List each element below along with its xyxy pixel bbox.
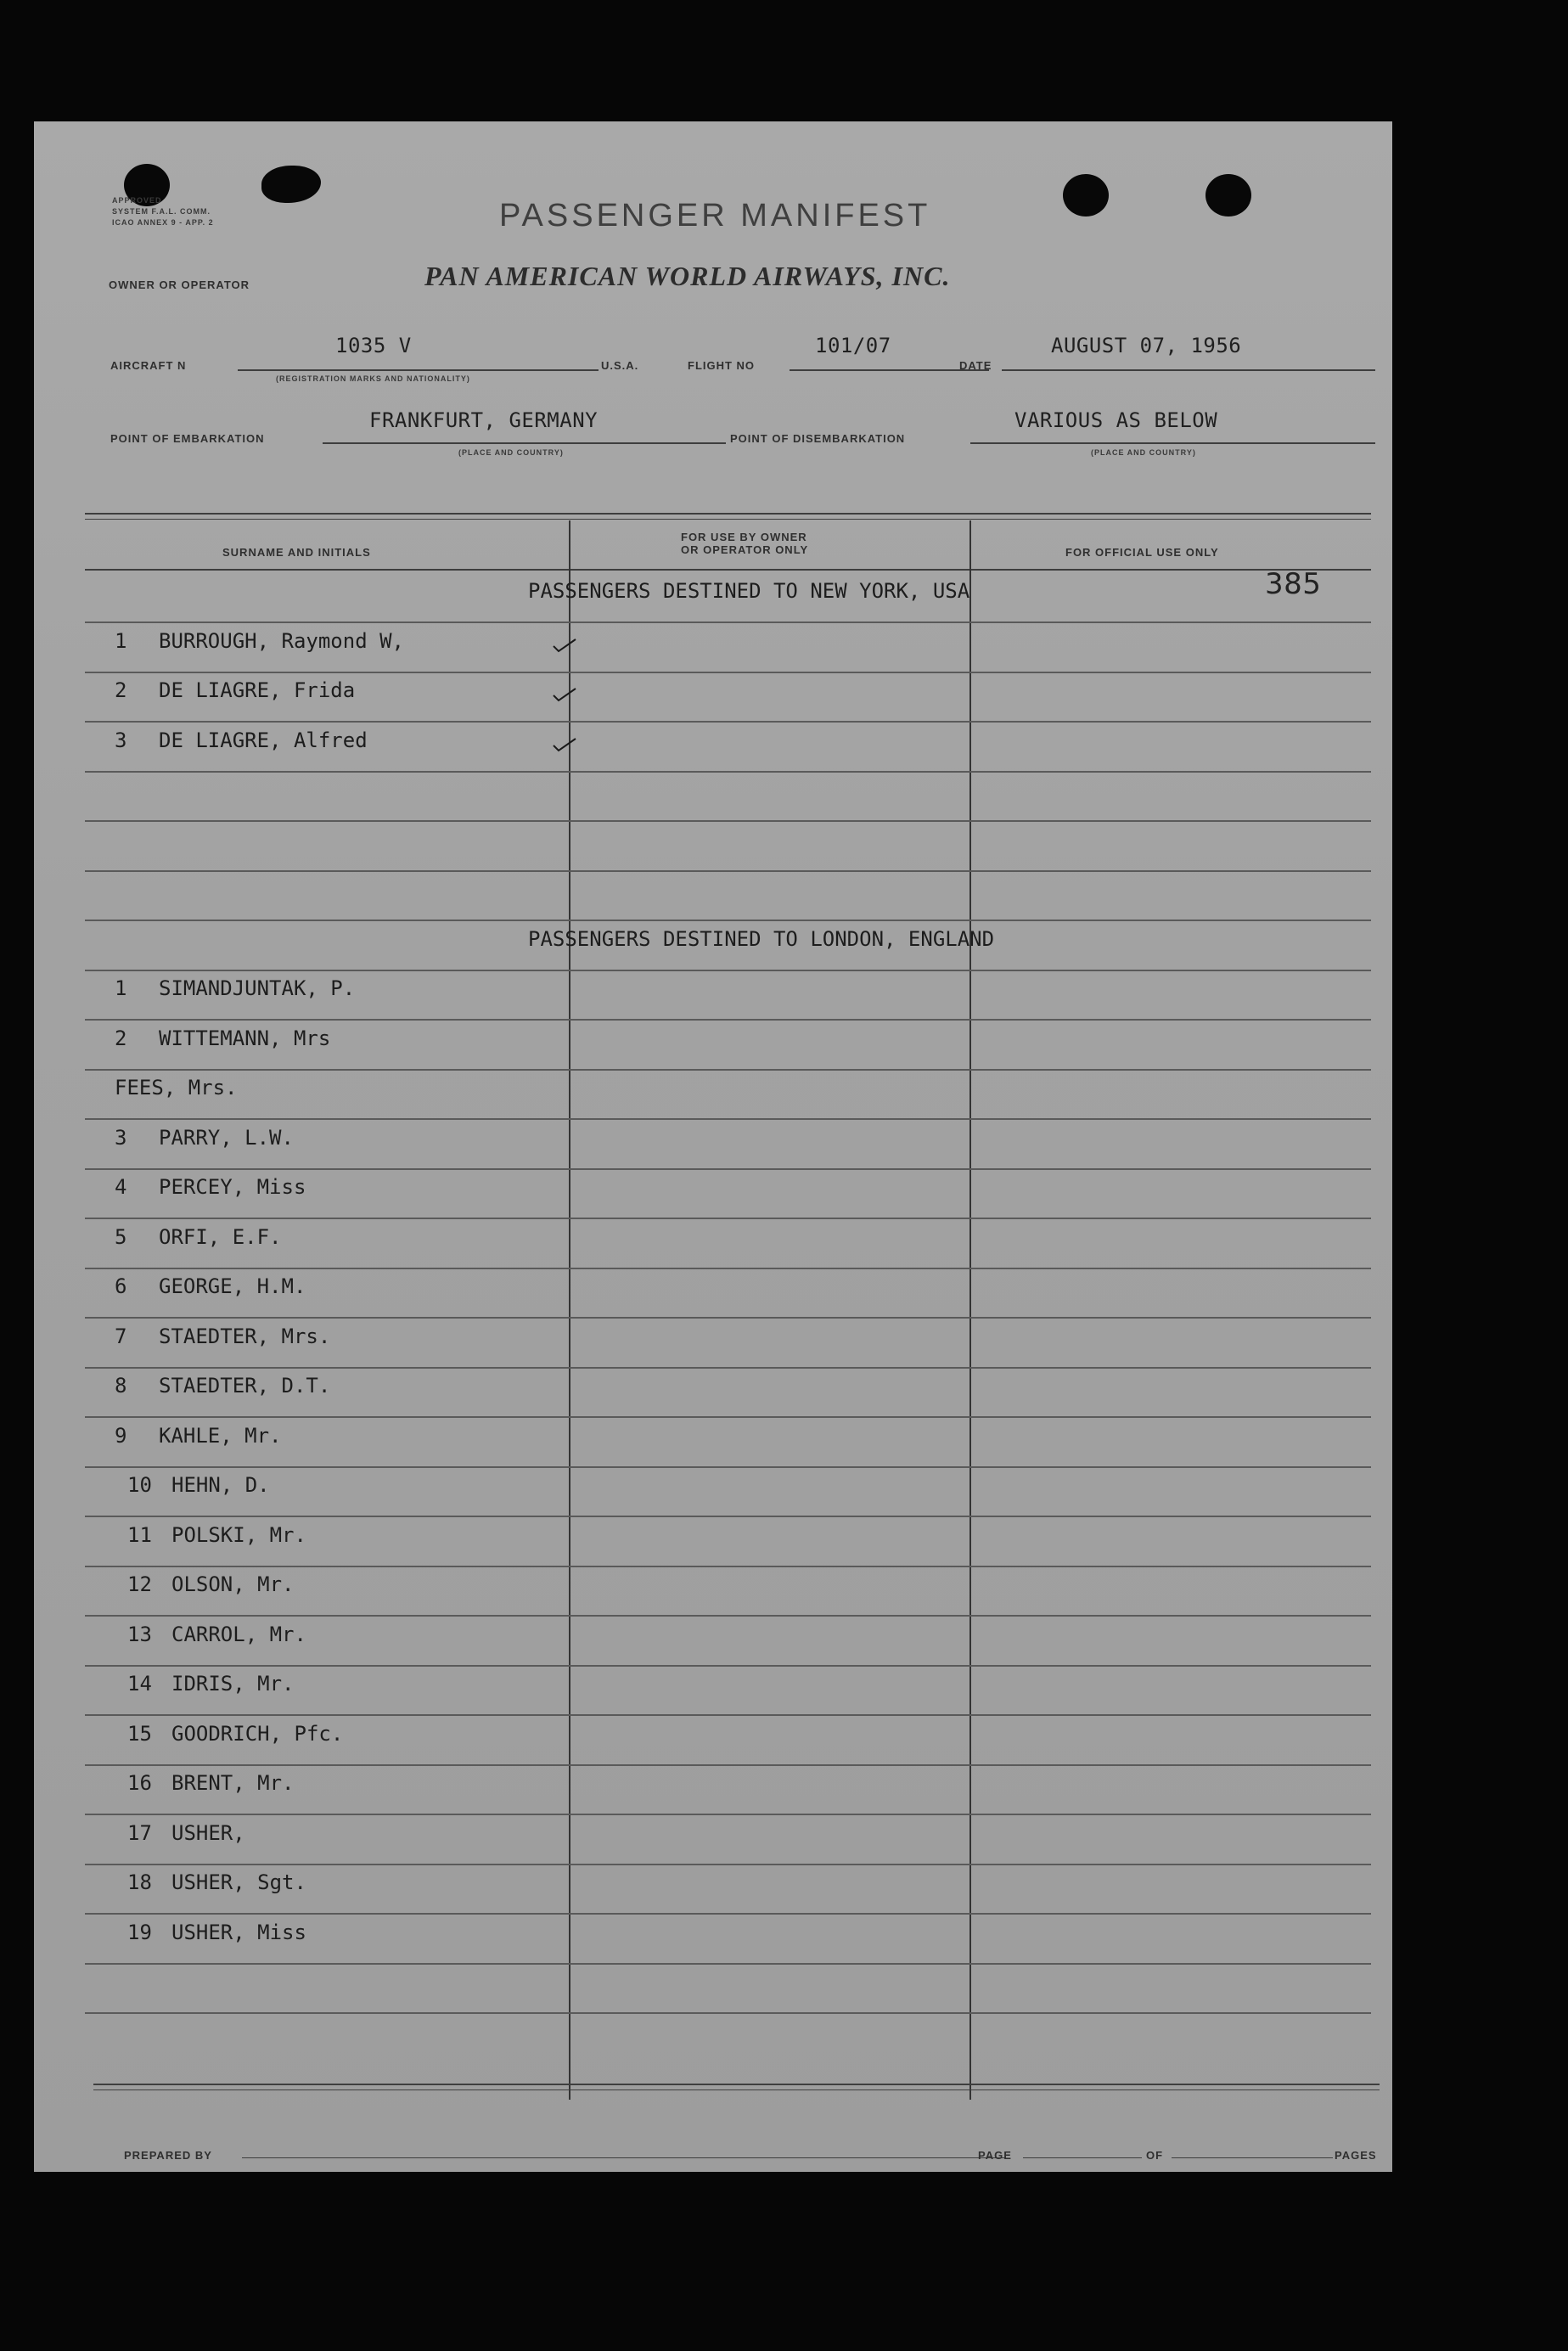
prepared-by-label: PREPARED BY <box>124 2149 212 2162</box>
page-label: PAGE <box>978 2149 1012 2162</box>
passenger-number: 1 <box>115 976 127 1000</box>
of-label: OF <box>1146 2149 1164 2162</box>
header-rule-top <box>85 513 1371 515</box>
passenger-name: SIMANDJUNTAK, P. <box>159 976 356 1000</box>
disembarkation-label: POINT OF DISEMBARKATION <box>730 432 906 445</box>
passenger-number: 2 <box>115 1026 127 1050</box>
approval-line: APPROVED <box>112 196 162 205</box>
footer-rule <box>93 2084 1380 2085</box>
row-rule <box>85 1466 1371 1468</box>
row-rule <box>85 771 1371 773</box>
check-mark-icon <box>552 737 577 752</box>
pages-label: PAGES <box>1335 2149 1377 2162</box>
punch-hole <box>1063 174 1109 217</box>
passenger-entry <box>127 1672 295 1696</box>
row-rule <box>85 1714 1371 1716</box>
passenger-number: 16 <box>127 1771 152 1795</box>
passenger-number: 3 <box>115 1126 127 1150</box>
passenger-name: GOODRICH, Pfc. <box>171 1722 344 1746</box>
passenger-entry <box>127 1473 270 1497</box>
passenger-number: 15 <box>127 1722 152 1746</box>
passenger-number: 4 <box>115 1175 127 1199</box>
owner-value: PAN AMERICAN WORLD AIRWAYS, INC. <box>424 261 951 291</box>
column-header-owner-use: OR OPERATOR ONLY <box>681 543 809 556</box>
passenger-number: 17 <box>127 1821 152 1845</box>
prepared-by-line <box>242 2157 1006 2158</box>
row-rule <box>85 920 1371 921</box>
passenger-name: KAHLE, Mr. <box>159 1424 282 1448</box>
aircraft-value: 1035 V <box>335 334 412 357</box>
passenger-name: STAEDTER, Mrs. <box>159 1325 331 1348</box>
footer-rule <box>93 2089 1380 2090</box>
row-rule <box>85 1764 1371 1766</box>
passenger-entry <box>127 1870 306 1894</box>
date-value: AUGUST 07, 1956 <box>1051 334 1242 357</box>
passenger-name: HEHN, D. <box>171 1473 270 1497</box>
embarkation-value: FRANKFURT, GERMANY <box>369 408 599 432</box>
passenger-name: CARROL, Mr. <box>171 1623 306 1646</box>
flight-label: FLIGHT NO <box>688 359 756 372</box>
column-header-official: FOR OFFICIAL USE ONLY <box>1065 546 1219 559</box>
passenger-entry <box>127 1771 295 1795</box>
passenger-name: USHER, <box>171 1821 245 1845</box>
punch-hole <box>1206 174 1251 217</box>
row-rule <box>85 1665 1371 1667</box>
passenger-name: GEORGE, H.M. <box>159 1274 306 1298</box>
official-number: 385 <box>1265 567 1322 601</box>
passenger-name: FEES, Mrs. <box>115 1076 238 1100</box>
approval-line: SYSTEM F.A.L. COMM. <box>112 207 211 216</box>
passenger-name: USHER, Sgt. <box>171 1870 306 1894</box>
passenger-number: 11 <box>127 1523 152 1547</box>
disembarkation-value: VARIOUS AS BELOW <box>1014 408 1218 432</box>
passenger-entry <box>127 1722 343 1746</box>
embarkation-caption: (PLACE AND COUNTRY) <box>458 448 564 457</box>
owner-label: OWNER OR OPERATOR <box>109 278 250 291</box>
passenger-entry <box>115 629 404 653</box>
embarkation-line <box>323 442 726 444</box>
passenger-number: 13 <box>127 1623 152 1646</box>
passenger-number: 12 <box>127 1572 152 1596</box>
passenger-entry <box>115 1126 294 1150</box>
aircraft-line <box>238 369 599 371</box>
passenger-entry <box>115 1225 282 1249</box>
row-rule <box>85 1118 1371 1120</box>
passenger-number: 5 <box>115 1225 127 1249</box>
punch-hole-torn <box>261 166 321 203</box>
passenger-name: USHER, Miss <box>171 1921 306 1944</box>
row-rule <box>85 721 1371 723</box>
passenger-entry <box>115 1274 306 1298</box>
row-rule <box>85 1963 1371 1965</box>
passenger-name: BURROUGH, Raymond W, <box>159 629 404 653</box>
passenger-number: 1 <box>115 629 127 653</box>
row-rule <box>85 1566 1371 1567</box>
manifest-page <box>34 121 1392 2172</box>
header-rule-top <box>85 519 1371 520</box>
passenger-number: 6 <box>115 1274 127 1298</box>
passenger-name: STAEDTER, D.T. <box>159 1374 331 1398</box>
approval-line: ICAO ANNEX 9 - APP. 2 <box>112 218 214 227</box>
passenger-entry <box>115 1026 330 1050</box>
passenger-number: 14 <box>127 1672 152 1696</box>
row-rule <box>85 1615 1371 1617</box>
passenger-entry <box>115 728 368 752</box>
passenger-name: DE LIAGRE, Frida <box>159 678 356 702</box>
check-mark-icon <box>552 687 577 702</box>
column-header-owner-use: FOR USE BY OWNER <box>681 531 807 543</box>
passenger-entry <box>115 678 355 702</box>
row-rule <box>85 2012 1371 2014</box>
passenger-name: WITTEMANN, Mrs <box>159 1026 331 1050</box>
row-rule <box>85 672 1371 673</box>
passenger-entry <box>127 1572 295 1596</box>
aircraft-label: AIRCRAFT N <box>110 359 187 372</box>
flight-value: 101/07 <box>815 334 891 357</box>
embarkation-label: POINT OF EMBARKATION <box>110 432 265 445</box>
passenger-entry <box>115 1175 306 1199</box>
row-rule <box>85 1516 1371 1517</box>
row-rule <box>85 820 1371 822</box>
passenger-name: PARRY, L.W. <box>159 1126 294 1150</box>
passenger-number: 2 <box>115 678 127 702</box>
column-divider <box>969 520 971 2100</box>
passenger-name: ORFI, E.F. <box>159 1225 282 1249</box>
row-rule <box>85 1814 1371 1815</box>
row-rule <box>85 1019 1371 1021</box>
column-divider <box>569 520 570 2100</box>
passenger-entry <box>127 1523 306 1547</box>
date-line <box>1002 369 1375 371</box>
passenger-name: OLSON, Mr. <box>171 1572 295 1596</box>
passenger-entry <box>115 976 355 1000</box>
header-rule-bottom <box>85 569 1371 571</box>
of-line <box>1172 2157 1333 2158</box>
passenger-entry <box>127 1623 306 1646</box>
passenger-number: 18 <box>127 1870 152 1894</box>
disembarkation-caption: (PLACE AND COUNTRY) <box>1091 448 1196 457</box>
section-heading: PASSENGERS DESTINED TO LONDON, ENGLAND <box>528 927 995 951</box>
page-line <box>1023 2157 1142 2158</box>
row-rule <box>85 1317 1371 1319</box>
passenger-entry <box>127 1921 306 1944</box>
row-rule <box>85 1864 1371 1865</box>
date-label: DATE <box>959 359 992 372</box>
passenger-entry <box>115 1076 238 1100</box>
column-header-surname: SURNAME AND INITIALS <box>222 546 371 559</box>
row-rule <box>85 621 1371 623</box>
passenger-number: 3 <box>115 728 127 752</box>
passenger-name: DE LIAGRE, Alfred <box>159 728 368 752</box>
passenger-entry <box>127 1821 245 1845</box>
row-rule <box>85 870 1371 872</box>
passenger-entry <box>115 1374 330 1398</box>
row-rule <box>85 1218 1371 1219</box>
section-heading: PASSENGERS DESTINED TO NEW YORK, USA <box>528 579 970 603</box>
row-rule <box>85 1168 1371 1170</box>
row-rule <box>85 1367 1371 1369</box>
passenger-entry <box>115 1424 282 1448</box>
passenger-name: POLSKI, Mr. <box>171 1523 306 1547</box>
row-rule <box>85 1069 1371 1071</box>
row-rule <box>85 970 1371 971</box>
row-rule <box>85 1913 1371 1915</box>
passenger-entry <box>115 1325 330 1348</box>
disembarkation-line <box>970 442 1375 444</box>
passenger-name: PERCEY, Miss <box>159 1175 306 1199</box>
check-mark-icon <box>552 638 577 653</box>
passenger-number: 10 <box>127 1473 152 1497</box>
passenger-number: 7 <box>115 1325 127 1348</box>
passenger-number: 8 <box>115 1374 127 1398</box>
registration-caption: (REGISTRATION MARKS AND NATIONALITY) <box>276 374 470 383</box>
usa-label: U.S.A. <box>601 359 639 372</box>
passenger-number: 9 <box>115 1424 127 1448</box>
page-title: PASSENGER MANIFEST <box>499 198 931 233</box>
passenger-number: 19 <box>127 1921 152 1944</box>
passenger-name: BRENT, Mr. <box>171 1771 295 1795</box>
row-rule <box>85 1416 1371 1418</box>
passenger-name: IDRIS, Mr. <box>171 1672 295 1696</box>
row-rule <box>85 1268 1371 1269</box>
